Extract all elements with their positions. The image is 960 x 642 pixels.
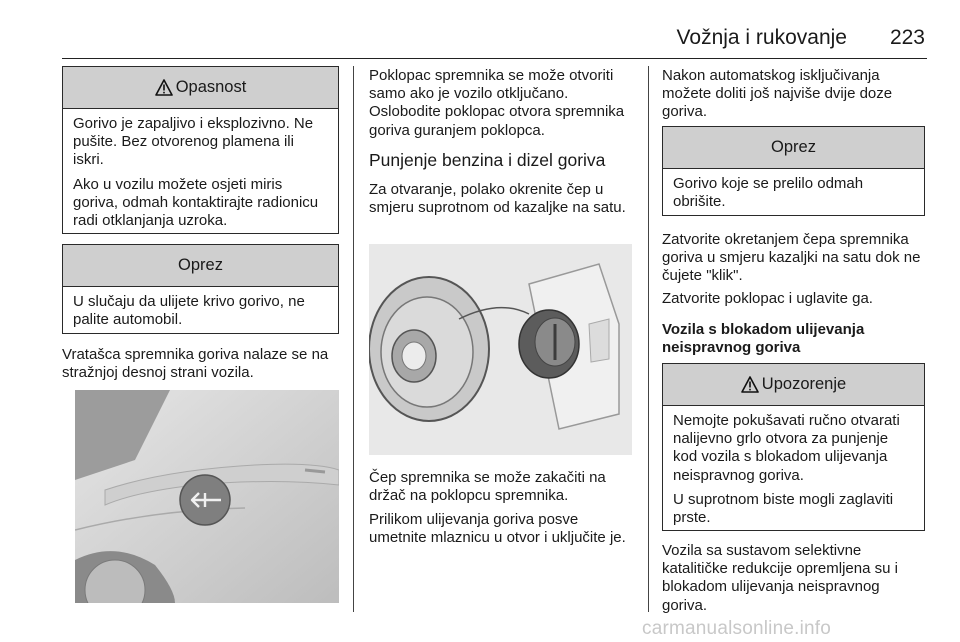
column-divider (648, 66, 649, 612)
warning-triangle-icon (155, 79, 173, 96)
fuel-door-location-text: Vratašca spremnika goriva nalaze se na stražnjoj desnoj strani vozila. (62, 346, 329, 382)
warning-text: U suprotnom biste mogli zaglaviti prste. (673, 490, 894, 527)
danger-box (62, 66, 339, 234)
caution-box-header (63, 245, 338, 287)
misfuel-subheading: Vozila s blokadom ulijevanja neispravnog goriva (662, 321, 865, 357)
fuel-door-illustration (75, 390, 339, 603)
refuel-heading: Punjenje benzina i dizel goriva (369, 150, 606, 170)
page-header (62, 26, 927, 56)
open-cap-text: Za otvaranje, polako okrenite čep u smjeru suprotnom od kazaljke na satu. (369, 181, 626, 217)
caution-box-title: Oprez (771, 138, 816, 156)
danger-text: Gorivo je zapaljivo i eksplozivno. Ne pušite. Bez otvorenog plamena ili iskri. (73, 115, 314, 169)
section-title: Vožnja i rukovanje (676, 26, 847, 49)
scr-text: Vozila sa sustavom selektivne katalitičke redukcije opremljena su i blokadom ulijevanja neispravnog goriva. (662, 542, 898, 614)
caution-box-title: Oprez (178, 256, 223, 274)
warning-box-header (663, 364, 924, 406)
cap-holder-text: Čep spremnika se može zakačiti na držač na poklopcu spremnika. (369, 469, 606, 505)
danger-text: Ako u vozilu možete osjeti miris goriva, odmah kontaktirajte radionicu radi otklanjanja uzroka. (73, 175, 319, 230)
danger-box-header (63, 67, 338, 109)
fuel-cap-illustration (369, 244, 632, 455)
watermark: carmanualsonline.info (642, 618, 832, 639)
danger-box-title: Opasnost (175, 78, 247, 96)
caution-text: U slučaju da ulijete krivo gorivo, ne palite automobil. (73, 293, 305, 329)
column-divider (353, 66, 354, 612)
cover-release-text: Poklopac spremnika se može otvoriti samo ako je vozilo otključano. Oslobodite poklopac otvora spremnika goriva guranjem poklopca. (369, 67, 625, 139)
caution-box-header (663, 127, 924, 169)
warning-triangle-icon (741, 376, 759, 393)
close-cap-text: Zatvorite okretanjem čepa spremnika goriva u smjeru kazaljki na satu dok ne čujete "klik". (662, 231, 921, 285)
nozzle-text: Prilikom ulijevanja goriva posve umetnite mlaznicu u otvor i uključite je. (369, 511, 626, 547)
header-divider (62, 58, 927, 59)
caution-box (662, 126, 925, 216)
warning-box (662, 363, 925, 531)
warning-box-title: Upozorenje (761, 375, 847, 393)
auto-shutoff-text: Nakon automatskog isključivanja možete doliti još najviše dvije doze goriva. (662, 67, 893, 121)
warning-text: Nemojte pokušavati ručno otvarati nalijevno grlo otvora za punjenje kod vozila s blokadom ulijevanja neispravnog goriva. (673, 412, 900, 484)
page-number: 223 (889, 26, 925, 49)
caution-text: Gorivo koje se prelilo odmah obrišite. (673, 175, 864, 211)
close-cover-text: Zatvorite poklopac i uglavite ga. (662, 290, 873, 307)
caution-box (62, 244, 339, 334)
